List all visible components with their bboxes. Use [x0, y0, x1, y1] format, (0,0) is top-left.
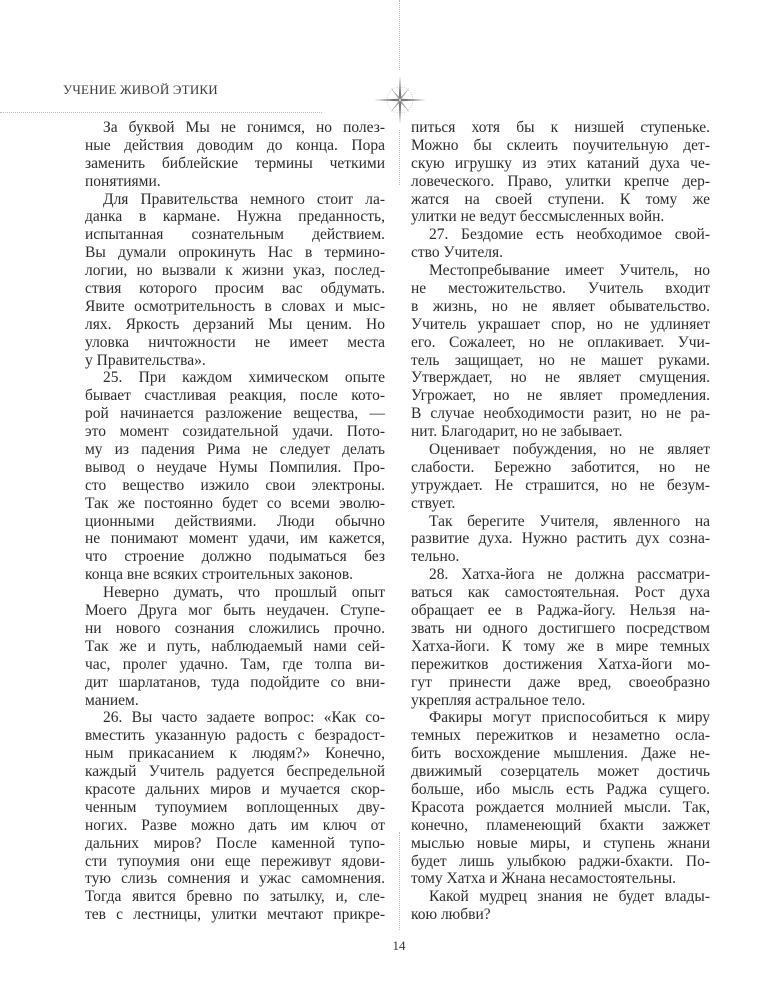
- text-line: тельно.: [411, 548, 460, 566]
- text-line: красоте дальних миров и мучается скор-: [85, 780, 385, 798]
- text-line: не местожительство. Учитель входит: [411, 280, 710, 298]
- paragraph: [85, 709, 385, 924]
- text-line: Красота рождается молнией мысли. Так,: [411, 798, 710, 816]
- paragraph: [411, 441, 710, 513]
- text-line: 25. При каждом химическом опыте: [103, 369, 385, 387]
- text-line: звать ни одного достигшего посредством: [411, 619, 710, 637]
- text-line: питься хотя бы к низшей ступеньке.: [411, 119, 710, 136]
- text-line: слабости. Бережно заботится, но не: [411, 458, 710, 476]
- text-line: логии, но вызвали к жизни указ, послед-: [85, 262, 385, 280]
- text-line: Так же и путь, наблюдаемый нами сей-: [85, 637, 385, 655]
- paragraph: [411, 226, 710, 262]
- text-line: кою любви?: [411, 906, 491, 924]
- text-line: движимый созерцатель может достичь: [411, 763, 710, 781]
- text-line: мыслью новые миры, и ступень жнани: [411, 834, 710, 852]
- text-line: понятиями.: [85, 172, 161, 190]
- paragraph: [85, 191, 385, 370]
- text-line: Так же постоянно будет со всеми эволю-: [85, 494, 385, 512]
- text-line: что строение должно подыматься без: [85, 548, 385, 566]
- text-line: улитки не ведут бессмысленных войн.: [411, 208, 665, 226]
- text-line: му из падения Рима не следует делать: [85, 441, 385, 459]
- text-line: Хатха-йоги. К тому же в мире темных: [411, 637, 710, 655]
- text-line: 27. Бездомие есть необходимое свой-: [429, 226, 710, 244]
- text-line: скую игрушку из этих катаний духа че-: [411, 154, 710, 172]
- text-line: дит шарлатанов, туда подойдите со вни-: [85, 673, 385, 691]
- text-line: ствует.: [411, 494, 456, 512]
- text-line: бить восхождение мышления. Даже не-: [411, 745, 710, 763]
- paragraph: [411, 262, 710, 441]
- text-line: развитие духа. Нужно растить дух созна-: [411, 530, 710, 548]
- text-line: лях. Яркость дерзаний Мы ценим. Но: [85, 315, 385, 333]
- text-line: его. Сожалеет, но не оплакивает. Учи-: [411, 333, 710, 351]
- text-line: в жизнь, но не являет обывательство.: [411, 297, 710, 315]
- text-line: заменить библейские термины четкими: [85, 154, 385, 172]
- text-line: утруждает. Не страшится, но не безум-: [411, 476, 710, 494]
- text-line: конца вне всяких строительных законов.: [85, 566, 354, 584]
- text-line: жатся на своей ступени. К тому же: [411, 190, 710, 208]
- text-line: гут принести даже вред, своеобразно: [411, 673, 710, 691]
- text-line: Для Правительства немного стоит ла-: [103, 190, 385, 208]
- text-line: данка в кармане. Нужна преданность,: [85, 208, 385, 226]
- paragraph: [411, 513, 710, 567]
- text-line: это момент созидательной удачи. Пото-: [85, 423, 385, 441]
- text-line: Можно бы склеить поучительную дет-: [411, 136, 710, 154]
- text-line: тую слизь сомнения и ужас самомнения.: [85, 870, 385, 888]
- text-line: Так берегите Учителя, явленного на: [429, 512, 710, 530]
- text-line: Факиры могут приспособиться к миру: [429, 709, 710, 727]
- paragraph: [411, 888, 710, 924]
- gutter-divider-upper: [399, 130, 400, 185]
- text-line: пережитков достижения Хатха-йоги мо-: [411, 655, 710, 673]
- paragraph: [411, 119, 710, 226]
- text-line: будет лишь улыбкою раджи-бхакти. По-: [411, 852, 710, 870]
- text-line: ство Учителя.: [411, 244, 503, 262]
- text-line: За буквой Мы не гонимся, но полез-: [103, 119, 385, 136]
- paragraph: [85, 369, 385, 584]
- text-line: 28. Хатха-йога не должна рассматри-: [429, 566, 710, 584]
- text-line: Неверно думать, что прошлый опыт: [103, 584, 385, 602]
- text-line: тель защищает, но не машет руками.: [411, 351, 710, 369]
- text-line: Явите осмотрительность в словах и мыс-: [85, 297, 385, 315]
- paragraph: [411, 566, 710, 709]
- text-line: сто вещество изжило свои электроны.: [85, 476, 385, 494]
- text-line: ционными действиями. Люди обычно: [85, 512, 385, 530]
- text-line: обращает ее в Раджа-йогу. Нельзя на-: [411, 602, 710, 620]
- text-column-left: [85, 119, 385, 924]
- text-line: у Правительства».: [85, 351, 206, 369]
- text-line: В случае необходимости разит, но не ра-: [411, 405, 710, 423]
- text-column-right: [411, 119, 710, 924]
- text-line: вместить указанную радость с безрадост-: [85, 727, 385, 745]
- text-line: Моего Друга мог быть неудачен. Ступе-: [85, 602, 385, 620]
- text-line: темных пережитков и незаметно осла-: [411, 727, 710, 745]
- text-line: манием.: [85, 691, 139, 709]
- paragraph: [85, 584, 385, 709]
- page-number: 14: [392, 938, 406, 953]
- gutter-divider-lower: [399, 832, 400, 930]
- text-line: испытанная сознательным действием.: [85, 226, 385, 244]
- text-line: сти тупоумия они еще переживут ядови-: [85, 852, 385, 870]
- text-line: больше, ибо мысль есть Раджа сущего.: [411, 780, 710, 798]
- text-line: ногих. Разве можно дать им ключ от: [85, 816, 385, 834]
- text-line: нит. Благодарит, но не забывает.: [411, 423, 623, 441]
- text-line: ченным тупоумием воплощенных дву-: [85, 798, 385, 816]
- text-line: тому Хатха и Жнана несамостоятельны.: [411, 870, 677, 888]
- text-line: ствия которого просим вас обдумать.: [85, 280, 385, 298]
- text-line: вывод о неудаче Нумы Помпилия. Про-: [85, 458, 385, 476]
- text-line: ловеческого. Право, улитки крепче дер-: [411, 172, 710, 190]
- text-line: час, пролег удачно. Там, где толпа ви-: [85, 655, 385, 673]
- running-head-title: УЧЕНИЕ ЖИВОЙ ЭТИКИ: [63, 82, 218, 97]
- text-line: 26. Вы часто задаете вопрос: «Как со-: [103, 709, 385, 727]
- text-line: Оценивает побуждения, но не являет: [429, 441, 710, 459]
- text-line: укрепляя астральное тело.: [411, 691, 586, 709]
- text-line: Какой мудрец знания не будет влады-: [429, 888, 710, 906]
- text-line: конечно, пламенеющий бхакти зажжет: [411, 816, 710, 834]
- text-line: ни нового сознания сложились прочно.: [85, 619, 385, 637]
- text-line: ным прикасанием к людям?» Конечно,: [85, 745, 385, 763]
- paragraph: [411, 709, 710, 888]
- text-line: Угрожает, но не являет промедления.: [411, 387, 710, 405]
- text-line: не понимают момент удачи, им кажется,: [85, 530, 385, 548]
- text-line: ные действия доводим до конца. Пора: [85, 136, 385, 154]
- text-line: рой начинается разложение вещества, —: [85, 405, 385, 423]
- text-line: ваться как самостоятельная. Рост духа: [411, 584, 710, 602]
- text-line: Учитель украшает спор, но не удлиняет: [411, 315, 710, 333]
- gutter-divider-top: [399, 0, 400, 70]
- text-line: тев с лестницы, улитки мечтают прикре-: [85, 906, 385, 924]
- text-line: каждый Учитель радуется беспредельной: [85, 763, 385, 781]
- text-line: Утверждает, но не являет смущения.: [411, 369, 710, 387]
- text-line: уловка ничтожности не имеет места: [85, 333, 385, 351]
- text-line: дальних миров? После каменной тупо-: [85, 834, 385, 852]
- text-line: бывает счастливая реакция, после кото-: [85, 387, 385, 405]
- text-line: Тогда явится бревно по затылку, и, сле-: [85, 888, 385, 906]
- text-line: Местопребывание имеет Учитель, но: [429, 262, 710, 280]
- header-divider: [0, 112, 322, 113]
- paragraph: [85, 119, 385, 191]
- text-line: Вы думали опрокинуть Нас в термино-: [85, 244, 385, 262]
